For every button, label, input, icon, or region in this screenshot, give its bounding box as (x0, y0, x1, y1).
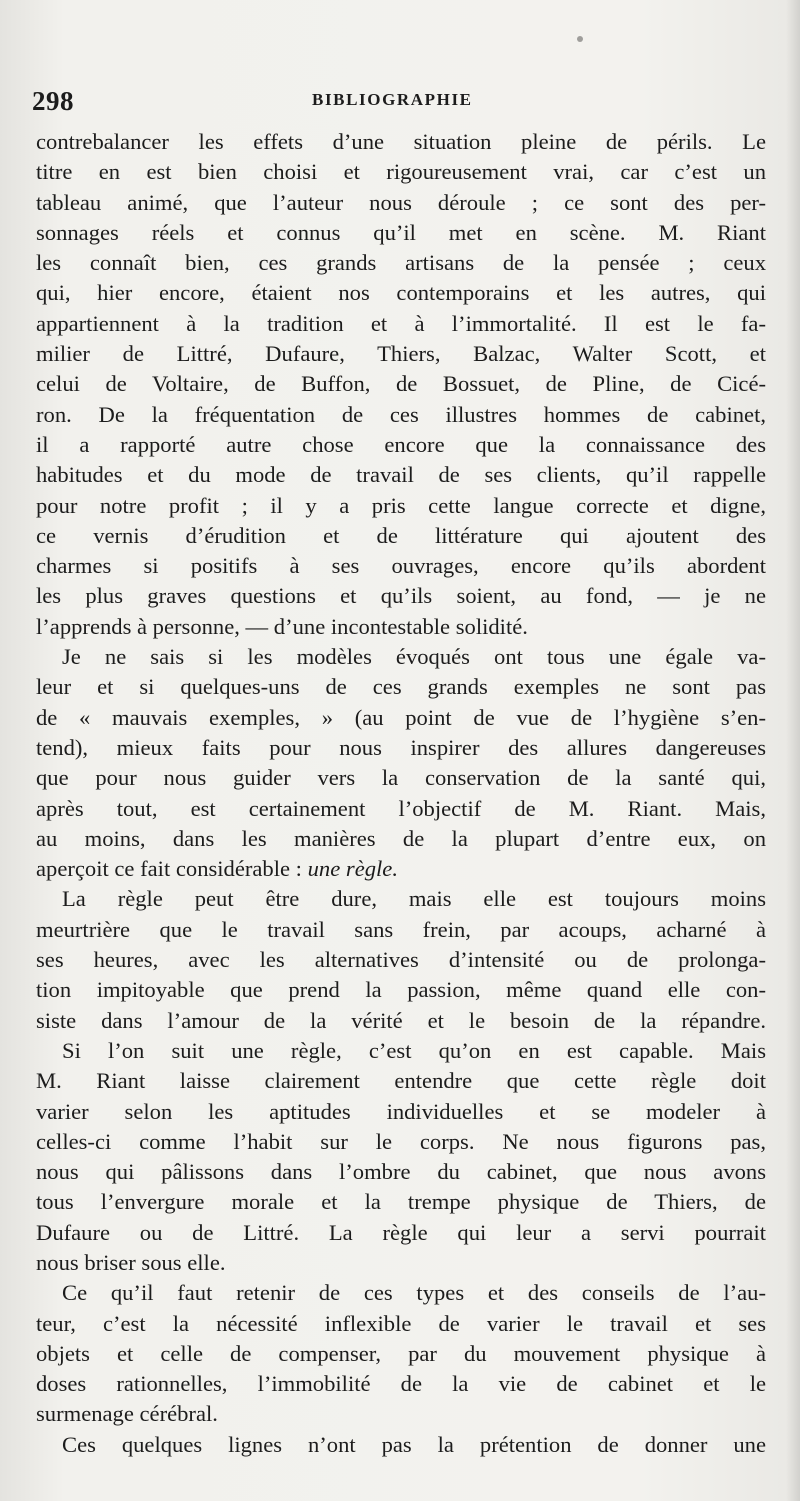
text-line-content: Je ne sais si les modèles évoqués ont tous une égale va- (62, 644, 766, 670)
text-line (36, 794, 766, 824)
text-line-content: titre en est bien choisi et rigoureusement vrai, car c’est un (36, 159, 766, 185)
body-text (36, 127, 766, 1460)
text-line (36, 1309, 766, 1339)
text-line-content: leur et si quelques-uns de ces grands exemples ne sont pas (36, 674, 766, 700)
text-line-content: meurtrière que le travail sans frein, par acoups, acharné à (36, 916, 766, 942)
text-line-content: tend), mieux faits pour nous inspirer des allures dangereuses (36, 734, 766, 760)
text-line (36, 1339, 766, 1369)
text-line (36, 188, 766, 218)
text-line (36, 1278, 766, 1308)
text-line-content: objets et celle de compenser, par du mouvement physique à (36, 1340, 766, 1366)
text-line (36, 915, 766, 945)
text-line-content: aperçoit ce fait considérable : (36, 856, 308, 882)
text-line (36, 551, 766, 581)
text-line-content: pour notre profit ; il y a pris cette langue correcte et digne, (36, 492, 766, 518)
running-head: BIBLIOGRAPHIE (312, 90, 473, 109)
text-line-content: que pour nous guider vers la conservation de la santé qui, (36, 765, 766, 791)
text-line (36, 521, 766, 551)
text-line (36, 1066, 766, 1096)
text-line-content: il a rapporté autre chose encore que la connaissance des (36, 431, 766, 457)
text-line-content: les plus graves questions et qu’ils soient, au fond, — je ne (36, 583, 766, 609)
text-line (36, 642, 766, 672)
text-line (36, 854, 766, 884)
text-line-content: tous l’envergure morale et la trempe physique de Thiers, de (36, 1189, 766, 1215)
text-line (36, 339, 766, 369)
text-line (36, 703, 766, 733)
text-line-content: habitudes et du mode de travail de ses clients, qu’il rappelle (36, 462, 766, 488)
text-line-content: ses heures, avec les alternatives d’intensité ou de prolonga- (36, 947, 766, 973)
text-line-content: tion impitoyable que prend la passion, même quand elle con- (36, 977, 766, 1003)
italic-phrase: une règle. (307, 856, 398, 882)
text-line (36, 1399, 766, 1429)
text-line-content: tableau animé, que l’auteur nous déroule ; ce sont des per- (36, 189, 766, 215)
text-line-content: Ce qu’il faut retenir de ces types et des conseils de l’au- (62, 1280, 766, 1306)
text-line (36, 460, 766, 490)
text-line (36, 824, 766, 854)
text-line-content: Ces quelques lignes n’ont pas la prétention de donner une (62, 1431, 766, 1457)
text-line-content: de « mauvais exemples, » (au point de vue de l’hygiène s’en- (36, 704, 766, 730)
text-line (36, 218, 766, 248)
text-line (36, 157, 766, 187)
text-line-content: La règle peut être dure, mais elle est toujours moins (62, 886, 766, 912)
text-line-content: l’apprends à personne, — d’une incontestable solidité. (36, 613, 528, 639)
text-line (36, 1036, 766, 1066)
text-line-content: après tout, est certainement l’objectif de M. Riant. Mais, (36, 795, 766, 821)
text-line-content: siste dans l’amour de la vérité et le besoin de la répandre. (36, 1007, 766, 1033)
text-line (36, 975, 766, 1005)
text-line (36, 491, 766, 521)
text-line (36, 945, 766, 975)
text-line-content: sonnages réels et connus qu’il met en scène. M. Riant (36, 219, 766, 245)
text-line-content: nous briser sous elle. (36, 1249, 226, 1275)
text-line (36, 733, 766, 763)
text-line (36, 1218, 766, 1248)
text-line (36, 1006, 766, 1036)
text-line (36, 581, 766, 611)
text-line-content: celles-ci comme l’habit sur le corps. Ne nous figurons pas, (36, 1128, 766, 1154)
text-line-content: contrebalancer les effets d’une situation pleine de périls. Le (36, 129, 766, 154)
text-line (36, 278, 766, 308)
text-line (36, 672, 766, 702)
text-line-content: ce vernis d’érudition et de littérature qui ajoutent des (36, 522, 766, 548)
text-line-content: teur, c’est la nécessité inflexible de varier le travail et ses (36, 1310, 766, 1336)
text-line-content: au moins, dans les manières de la plupart d’entre eux, on (36, 825, 766, 851)
text-line-content: celui de Voltaire, de Buffon, de Bossuet, de Pline, de Cicé- (36, 371, 766, 397)
text-line-content: les connaît bien, ces grands artisans de la pensée ; ceux (36, 250, 766, 276)
text-line-content: appartiennent à la tradition et à l’immortalité. Il est le fa- (36, 310, 766, 336)
text-line (36, 763, 766, 793)
text-line-content: ron. De la fréquentation de ces illustres hommes de cabinet, (36, 401, 766, 427)
text-line-content: Si l’on suit une règle, c’est qu’on en est capable. Mais (62, 1037, 766, 1063)
text-line (36, 1248, 766, 1278)
text-line (36, 248, 766, 278)
text-line (36, 400, 766, 430)
text-line-content: qui, hier encore, étaient nos contemporains et les autres, qui (36, 280, 766, 306)
text-line (36, 309, 766, 339)
text-line-content: milier de Littré, Dufaure, Thiers, Balzac, Walter Scott, et (36, 341, 766, 367)
text-line-content: Dufaure ou de Littré. La règle qui leur a servi pourrait (36, 1219, 766, 1245)
text-line-content: charmes si positifs à ses ouvrages, encore qu’ils abordent (36, 553, 766, 579)
text-line (36, 1127, 766, 1157)
page-header (32, 86, 772, 122)
text-line (36, 1430, 766, 1460)
text-line (36, 884, 766, 914)
page-edge-shadow (786, 0, 800, 1501)
text-line-content: doses rationnelles, l’immobilité de la vie de cabinet et le (36, 1371, 766, 1397)
text-line (36, 1187, 766, 1217)
text-line (36, 612, 766, 642)
page-number: 298 (32, 86, 74, 116)
text-line (36, 1097, 766, 1127)
text-line-content: varier selon les aptitudes individuelles et se modeler à (36, 1098, 766, 1124)
text-line (36, 127, 766, 157)
text-line-content: M. Riant laisse clairement entendre que cette règle doit (36, 1068, 766, 1094)
text-line (36, 369, 766, 399)
text-line (36, 1369, 766, 1399)
text-line (36, 1157, 766, 1187)
text-line (36, 430, 766, 460)
text-line-content: surmenage cérébral. (36, 1401, 218, 1427)
text-line-content: nous qui pâlissons dans l’ombre du cabinet, que nous avons (36, 1159, 766, 1185)
ink-speck (577, 36, 583, 42)
